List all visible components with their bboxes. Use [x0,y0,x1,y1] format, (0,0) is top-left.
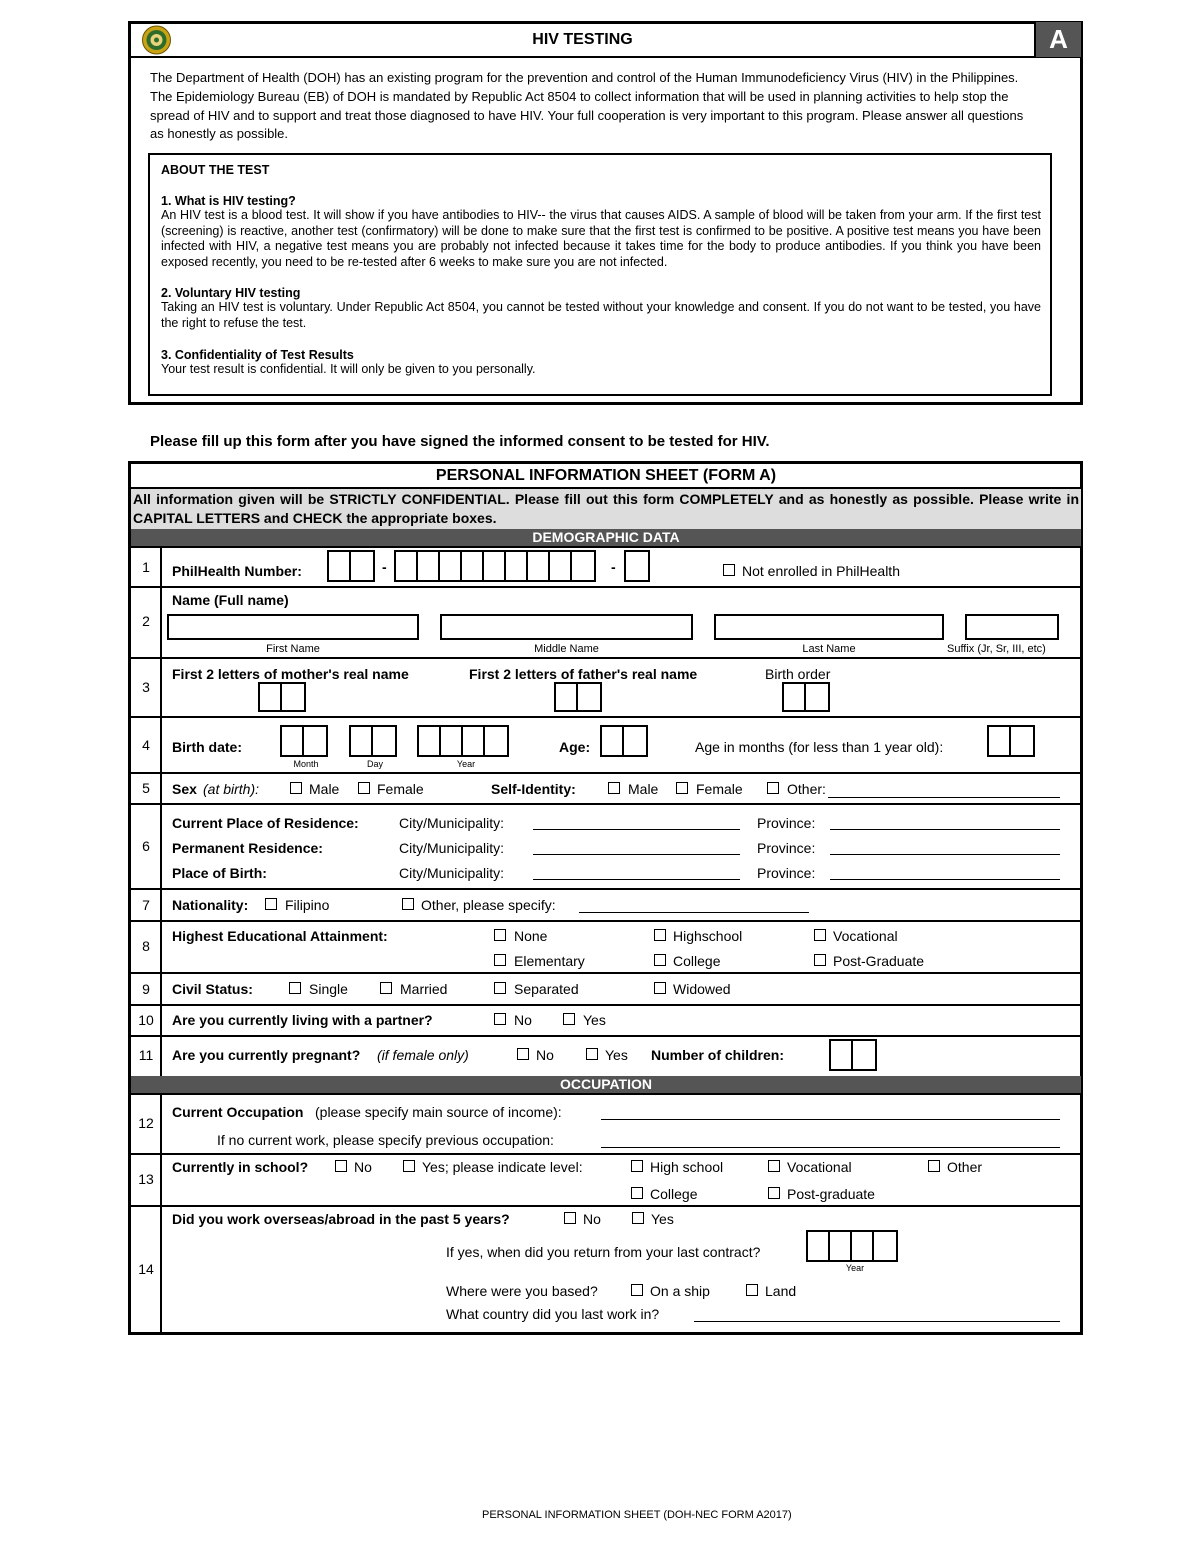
pregnant-label: Are you currently pregnant? [172,1047,361,1063]
pregnant-yes-label: Yes [605,1047,628,1063]
in-school-label: Currently in school? [172,1159,309,1175]
sex-female-label: Female [377,781,424,797]
birth-year-boxes[interactable] [417,725,509,757]
form-badge: A [1036,22,1081,57]
row-number: 13 [138,1171,154,1187]
school-highschool-label: High school [650,1159,724,1175]
sex-female-checkbox[interactable] [358,782,370,794]
birth-order-boxes[interactable] [782,682,830,712]
civil-widowed-label: Widowed [673,981,731,997]
section-occupation: OCCUPATION [131,1076,1081,1093]
age-months-boxes[interactable] [987,725,1035,757]
row-separator [129,888,1081,890]
q1-title: 1. What is HIV testing? [161,194,296,208]
full-name-label: Name (Full name) [172,592,289,608]
section-demographic-data: DEMOGRAPHIC DATA [131,529,1081,546]
first-name-field[interactable] [167,614,419,640]
row-number: 5 [142,780,150,796]
based-label: Where were you based? [446,1283,598,1299]
birth-day-boxes[interactable] [349,725,397,757]
birth-date-label: Birth date: [172,739,242,755]
nationality-label: Nationality: [172,897,249,913]
children-label: Number of children: [651,1047,785,1063]
school-college-label: College [650,1186,698,1202]
edu-none-label: None [514,928,548,944]
partner-no-checkbox[interactable] [494,1013,506,1025]
last-name-field[interactable] [714,614,944,640]
civil-single-checkbox[interactable] [289,982,301,994]
civil-single-label: Single [309,981,348,997]
sex-male-label: Male [309,781,340,797]
row-number: 9 [142,981,150,997]
school-other-checkbox[interactable] [928,1160,940,1172]
occupation-label-detail: (please specify main source of income): [315,1104,562,1120]
row-separator [129,1093,1081,1095]
consent-note: Please fill up this form after you have signed the informed consent to be tested for HIV. [150,433,770,450]
row-number: 14 [138,1261,154,1277]
last-name-caption: Last Name [802,643,856,655]
permanent-province-field[interactable] [830,854,1060,855]
return-year-boxes[interactable] [806,1230,898,1262]
edu-postgrad-checkbox[interactable] [814,954,826,966]
father-name-boxes[interactable] [554,682,602,712]
pregnant-no-checkbox[interactable] [517,1048,529,1060]
based-land-checkbox[interactable] [746,1284,758,1296]
birth-order-label: Birth order [765,666,831,682]
school-yes-label: Yes; please indicate level: [422,1159,583,1175]
row-separator [129,546,1081,548]
row-number: 4 [142,737,150,753]
philhealth-part1[interactable] [327,550,375,582]
first-name-caption: First Name [266,643,320,655]
row-number: 10 [138,1012,154,1028]
row-separator [129,657,1081,659]
birth-province-field[interactable] [830,879,1060,880]
filipino-checkbox[interactable] [265,898,277,910]
q3-title: 3. Confidentiality of Test Results [161,348,354,362]
overseas-yes-label: Yes [651,1211,674,1227]
filipino-label: Filipino [285,897,330,913]
day-caption: Day [366,759,383,769]
birth-month-boxes[interactable] [280,725,328,757]
row-number: 1 [142,559,150,575]
q1-body: An HIV test is a blood test. It will show if you have antibodies to HIV-- the virus that causes AIDS. A sample of blood will be taken from your arm. If the first test (screening) is reactive, another test (confirmatory) will be done to make sure that the first test is confirmed to be positive. A positive test means you have been infected with HIV, a negative test means you are probably not infected because it takes time for the body to produce antibodies. If you think you have been exposed recently, you need to be re-tested after 6 weeks to make sure you are not infected. [161,208,1041,269]
month-caption: Month [293,759,319,769]
overseas-yes-checkbox[interactable] [632,1212,644,1224]
page-footer: PERSONAL INFORMATION SHEET (DOH-NEC FORM A2017) [482,1509,792,1521]
edu-elementary-label: Elementary [514,953,585,969]
school-postgrad-checkbox[interactable] [768,1187,780,1199]
philhealth-part3[interactable] [624,550,650,582]
about-title: ABOUT THE TEST [161,163,270,177]
identity-male-checkbox[interactable] [608,782,620,794]
nationality-other-checkbox[interactable] [402,898,414,910]
row-separator [129,1205,1081,1207]
partner-no-label: No [514,1012,532,1028]
mother-name-label: First 2 letters of mother's real name [172,666,409,682]
identity-other-field[interactable] [828,797,1060,798]
row-number: 6 [142,838,150,854]
pregnant-no-label: No [536,1047,554,1063]
row-number: 11 [138,1047,154,1063]
row-separator [129,1153,1081,1155]
school-other-label: Other [947,1159,983,1175]
current-residence-label: Current Place of Residence: [172,815,359,831]
edu-highschool-checkbox[interactable] [654,929,666,941]
occupation-label: Current Occupation [172,1104,304,1120]
edu-elementary-checkbox[interactable] [494,954,506,966]
edu-vocational-checkbox[interactable] [814,929,826,941]
city-label: City/Municipality: [399,865,505,881]
children-boxes[interactable] [829,1039,877,1071]
previous-occupation-field[interactable] [601,1147,1060,1148]
city-label: City/Municipality: [399,840,505,856]
civil-married-label: Married [400,981,448,997]
birth-city-field[interactable] [533,879,740,880]
row-separator [129,803,1081,805]
row-separator [129,972,1081,974]
province-label: Province: [757,815,816,831]
current-city-field[interactable] [533,829,740,830]
province-label: Province: [757,840,816,856]
row-number: 3 [142,679,150,695]
education-label: Highest Educational Attainment: [172,928,388,944]
sex-at-birth-label: (at birth): [203,781,260,797]
age-months-label: Age in months (for less than 1 year old): [695,739,944,755]
permanent-residence-label: Permanent Residence: [172,840,323,856]
edu-college-label: College [673,953,721,969]
suffix-field[interactable] [965,614,1059,640]
philhealth-part2[interactable] [394,550,596,582]
current-province-field[interactable] [830,829,1060,830]
identity-female-checkbox[interactable] [676,782,688,794]
sex-male-checkbox[interactable] [290,782,302,794]
philhealth-dash: - [611,559,616,575]
overseas-no-label: No [583,1211,601,1227]
school-no-label: No [354,1159,372,1175]
school-college-checkbox[interactable] [631,1187,643,1199]
philhealth-dash: - [382,559,387,575]
intro-paragraph: The Department of Health (DOH) has an existing program for the prevention and control of the Human Immunodeficiency Virus (HIV) in the Philippines. The Epidemiology Bureau (EB) of DOH is mandated by Republic Act 8504 to collect information that will be used in planning activities to help stop the spread of HIV and to support and treat those diagnosed to have HIV. Your full cooperation is very important to this program. Please answer all questions as honestly as possible. [150,70,1024,142]
mother-name-boxes[interactable] [258,682,306,712]
civil-separated-label: Separated [514,981,579,997]
school-vocational-label: Vocational [787,1159,852,1175]
identity-other-checkbox[interactable] [767,782,779,794]
edu-postgrad-label: Post-Graduate [833,953,925,969]
nationality-other-label: Other, please specify: [421,897,556,913]
pregnant-yes-checkbox[interactable] [586,1048,598,1060]
middle-name-caption: Middle Name [534,643,599,655]
year-caption: Year [456,759,476,769]
identity-other-label: Other: [787,781,826,797]
civil-widowed-checkbox[interactable] [654,982,666,994]
self-identity-label: Self-Identity: [491,781,576,797]
age-label: Age: [559,739,591,755]
school-vocational-checkbox[interactable] [768,1160,780,1172]
age-boxes[interactable] [600,725,648,757]
header-title: HIV TESTING [532,31,633,48]
not-enrolled-checkbox[interactable] [723,564,735,576]
school-yes-checkbox[interactable] [403,1160,415,1172]
row-number: 7 [142,897,150,913]
row-separator [129,716,1081,718]
row-separator [129,772,1081,774]
civil-separated-checkbox[interactable] [494,982,506,994]
sex-label: Sex [172,781,197,797]
last-country-field[interactable] [694,1321,1060,1322]
previous-occupation-label: If no current work, please specify previous occupation: [217,1132,554,1148]
based-ship-checkbox[interactable] [631,1284,643,1296]
edu-highschool-label: Highschool [673,928,743,944]
return-year-caption: Year [845,1263,865,1273]
header-divider [129,56,1081,58]
partner-yes-label: Yes [583,1012,606,1028]
edu-none-checkbox[interactable] [494,929,506,941]
civil-status-label: Civil Status: [172,981,253,997]
q2-body: Taking an HIV test is voluntary. Under Republic Act 8504, you cannot be tested without your knowledge and consent. If you do not want to be tested, you have the right to refuse the test. [161,300,1041,330]
row-number: 8 [142,938,150,954]
last-country-label: What country did you last work in? [446,1306,660,1322]
philhealth-label: PhilHealth Number: [172,563,302,579]
row-number: 2 [142,613,150,629]
q3-body: Your test result is confidential. It will only be given to you personally. [161,362,536,376]
q2-title: 2. Voluntary HIV testing [161,286,301,300]
form-title: PERSONAL INFORMATION SHEET (FORM A) [435,467,777,484]
row-number: 12 [138,1115,154,1131]
city-label: City/Municipality: [399,815,505,831]
pregnant-female-only: (if female only) [377,1047,469,1063]
based-ship-label: On a ship [650,1283,710,1299]
school-postgrad-label: Post-graduate [787,1186,875,1202]
row-separator [129,1035,1081,1037]
identity-male-label: Male [628,781,659,797]
middle-name-field[interactable] [440,614,693,640]
father-name-label: First 2 letters of father's real name [469,666,698,682]
place-of-birth-label: Place of Birth: [172,865,267,881]
school-highschool-checkbox[interactable] [631,1160,643,1172]
not-enrolled-label: Not enrolled in PhilHealth [742,563,900,579]
row-separator [129,920,1081,922]
civil-married-checkbox[interactable] [380,982,392,994]
edu-college-checkbox[interactable] [654,954,666,966]
province-label: Province: [757,865,816,881]
identity-female-label: Female [696,781,743,797]
school-no-checkbox[interactable] [335,1160,347,1172]
permanent-city-field[interactable] [533,854,740,855]
current-occupation-field[interactable] [601,1119,1060,1120]
partner-yes-checkbox[interactable] [563,1013,575,1025]
overseas-label: Did you work overseas/abroad in the past 5 years? [172,1211,510,1227]
row-separator [129,586,1081,588]
overseas-no-checkbox[interactable] [564,1212,576,1224]
nationality-other-field[interactable] [579,912,809,913]
suffix-caption: Suffix (Jr, Sr, III, etc) [947,643,1046,655]
return-year-label: If yes, when did you return from your last contract? [446,1244,761,1260]
living-with-partner-label: Are you currently living with a partner? [172,1012,433,1028]
form-instructions: All information given will be STRICTLY CONFIDENTIAL. Please fill out this form COMPLETELY and as honestly as possible. Please write in CAPITAL LETTERS and CHECK the appropriate boxes. [133,491,1079,526]
based-land-label: Land [765,1283,797,1299]
row-separator [129,1004,1081,1006]
edu-vocational-label: Vocational [833,928,898,944]
